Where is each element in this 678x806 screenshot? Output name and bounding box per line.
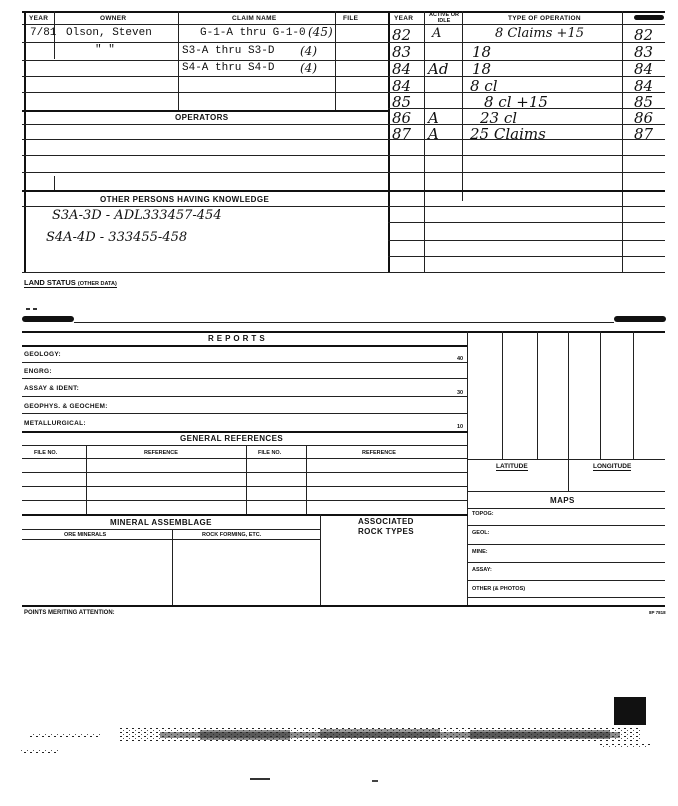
gr-reference-1: REFERENCE xyxy=(144,450,178,456)
operation-1-year-end: 82 xyxy=(634,26,654,44)
operation-3-year-end: 84 xyxy=(634,60,654,78)
associated-label: ASSOCIATED xyxy=(358,517,414,526)
operation-3-active: Ad xyxy=(428,60,449,78)
report-geology-num: 40 xyxy=(457,356,464,362)
scan-noise-svg xyxy=(0,720,678,790)
report-geophys: GEOPHYS. & GEOCHEM: xyxy=(24,403,108,410)
operation-7-active: A xyxy=(428,125,439,143)
header-year-2: YEAR xyxy=(394,15,414,22)
report-assay: ASSAY & IDENT: xyxy=(24,385,80,392)
operation-1-active: A xyxy=(432,26,442,41)
gr-file-no-2: FILE NO. xyxy=(258,450,282,456)
operation-4-type: 8 cl xyxy=(470,77,498,95)
operation-5-year-end: 85 xyxy=(634,93,654,111)
general-references-title: GENERAL REFERENCES xyxy=(180,434,284,443)
owner-row-2-claim: S3-A thru S3-D xyxy=(182,45,275,57)
header-file: FILE xyxy=(343,15,359,22)
longitude-label: LONGITUDE xyxy=(593,463,632,470)
operation-2-year: 83 xyxy=(392,43,412,61)
header-claim-name: CLAIM NAME xyxy=(232,15,277,22)
operation-4-year: 84 xyxy=(392,77,412,95)
owner-row-3-note: (4) xyxy=(300,61,317,75)
other-person-entry-2: S4A-4D - 333455-458 xyxy=(46,230,188,245)
report-metallurgical-num: 10 xyxy=(457,424,464,430)
redaction-mark-left xyxy=(22,316,74,322)
gr-reference-2: REFERENCE xyxy=(362,450,396,456)
gr-file-no-1: FILE NO. xyxy=(34,450,58,456)
operation-2-year-end: 83 xyxy=(634,43,654,61)
rock-types-label: ROCK TYPES xyxy=(358,527,415,536)
owner-row-1-owner: Olson, Steven xyxy=(66,27,152,39)
operation-7-year-end: 87 xyxy=(634,125,654,143)
header-active-idle: ACTIVE OR IDLE xyxy=(429,12,459,24)
owner-row-1-claim: G-1-A thru G-1-0 xyxy=(200,27,306,39)
report-assay-num: 30 xyxy=(457,390,464,396)
report-engrg: ENGRG: xyxy=(24,368,52,375)
operation-1-type: 8 Claims +15 xyxy=(495,26,584,41)
maps-assay: ASSAY: xyxy=(472,567,492,573)
mineral-assemblage-title: MINERAL ASSEMBLAGE xyxy=(110,518,212,527)
operation-6-active: A xyxy=(428,109,439,127)
operation-7-type: 25 Claims xyxy=(470,125,546,143)
header-owner: OWNER xyxy=(100,15,127,22)
form-number: 8P 7818 xyxy=(649,610,666,615)
other-person-entry-1: S3A-3D - ADL333457-454 xyxy=(52,208,222,223)
operation-5-type: 8 cl +15 xyxy=(484,93,548,111)
report-geology: GEOLOGY: xyxy=(24,351,61,358)
header-year: YEAR xyxy=(29,15,49,22)
owner-row-2-owner: " " xyxy=(95,44,115,56)
operation-4-year-end: 84 xyxy=(634,77,654,95)
owner-row-2-note: (4) xyxy=(300,44,317,58)
operation-6-year: 86 xyxy=(392,109,412,127)
redaction-mark-right xyxy=(614,316,666,322)
maps-other: OTHER (& PHOTOS) xyxy=(472,586,526,592)
operation-2-type: 18 xyxy=(472,43,492,61)
operation-5-year: 85 xyxy=(392,93,412,111)
rock-forming-label: ROCK FORMING, ETC. xyxy=(202,532,262,538)
operation-1-year: 82 xyxy=(392,26,412,44)
maps-geol: GEOL: xyxy=(472,530,490,536)
operators-label: OPERATORS xyxy=(175,113,229,122)
operation-6-year-end: 86 xyxy=(634,109,654,127)
owner-row-1-note: (45) xyxy=(308,25,333,39)
owner-row-1-year: 7/81 xyxy=(30,27,57,39)
ore-minerals-label: ORE MINERALS xyxy=(64,532,107,538)
land-status-label: LAND STATUS (OTHER DATA) xyxy=(24,278,117,287)
owner-row-3-claim: S4-A thru S4-D xyxy=(182,62,275,74)
header-type-of-operation: TYPE OF OPERATION xyxy=(508,15,581,22)
maps-topog: TOPOG: xyxy=(472,511,494,517)
maps-title: MAPS xyxy=(550,496,575,505)
redaction-mark xyxy=(634,15,664,20)
reports-title: R E P O R T S xyxy=(208,334,266,343)
other-persons-label: OTHER PERSONS HAVING KNOWLEDGE xyxy=(100,195,270,204)
points-meriting-attention: POINTS MERITING ATTENTION: xyxy=(24,610,115,616)
operation-3-year: 84 xyxy=(392,60,412,78)
latitude-label: LATITUDE xyxy=(496,463,528,470)
operation-6-type: 23 cl xyxy=(480,109,518,127)
operation-7-year: 87 xyxy=(392,125,412,143)
operation-3-type: 18 xyxy=(472,60,492,78)
maps-mine: MINE: xyxy=(472,549,488,555)
report-metallurgical: METALLURGICAL: xyxy=(24,420,86,427)
